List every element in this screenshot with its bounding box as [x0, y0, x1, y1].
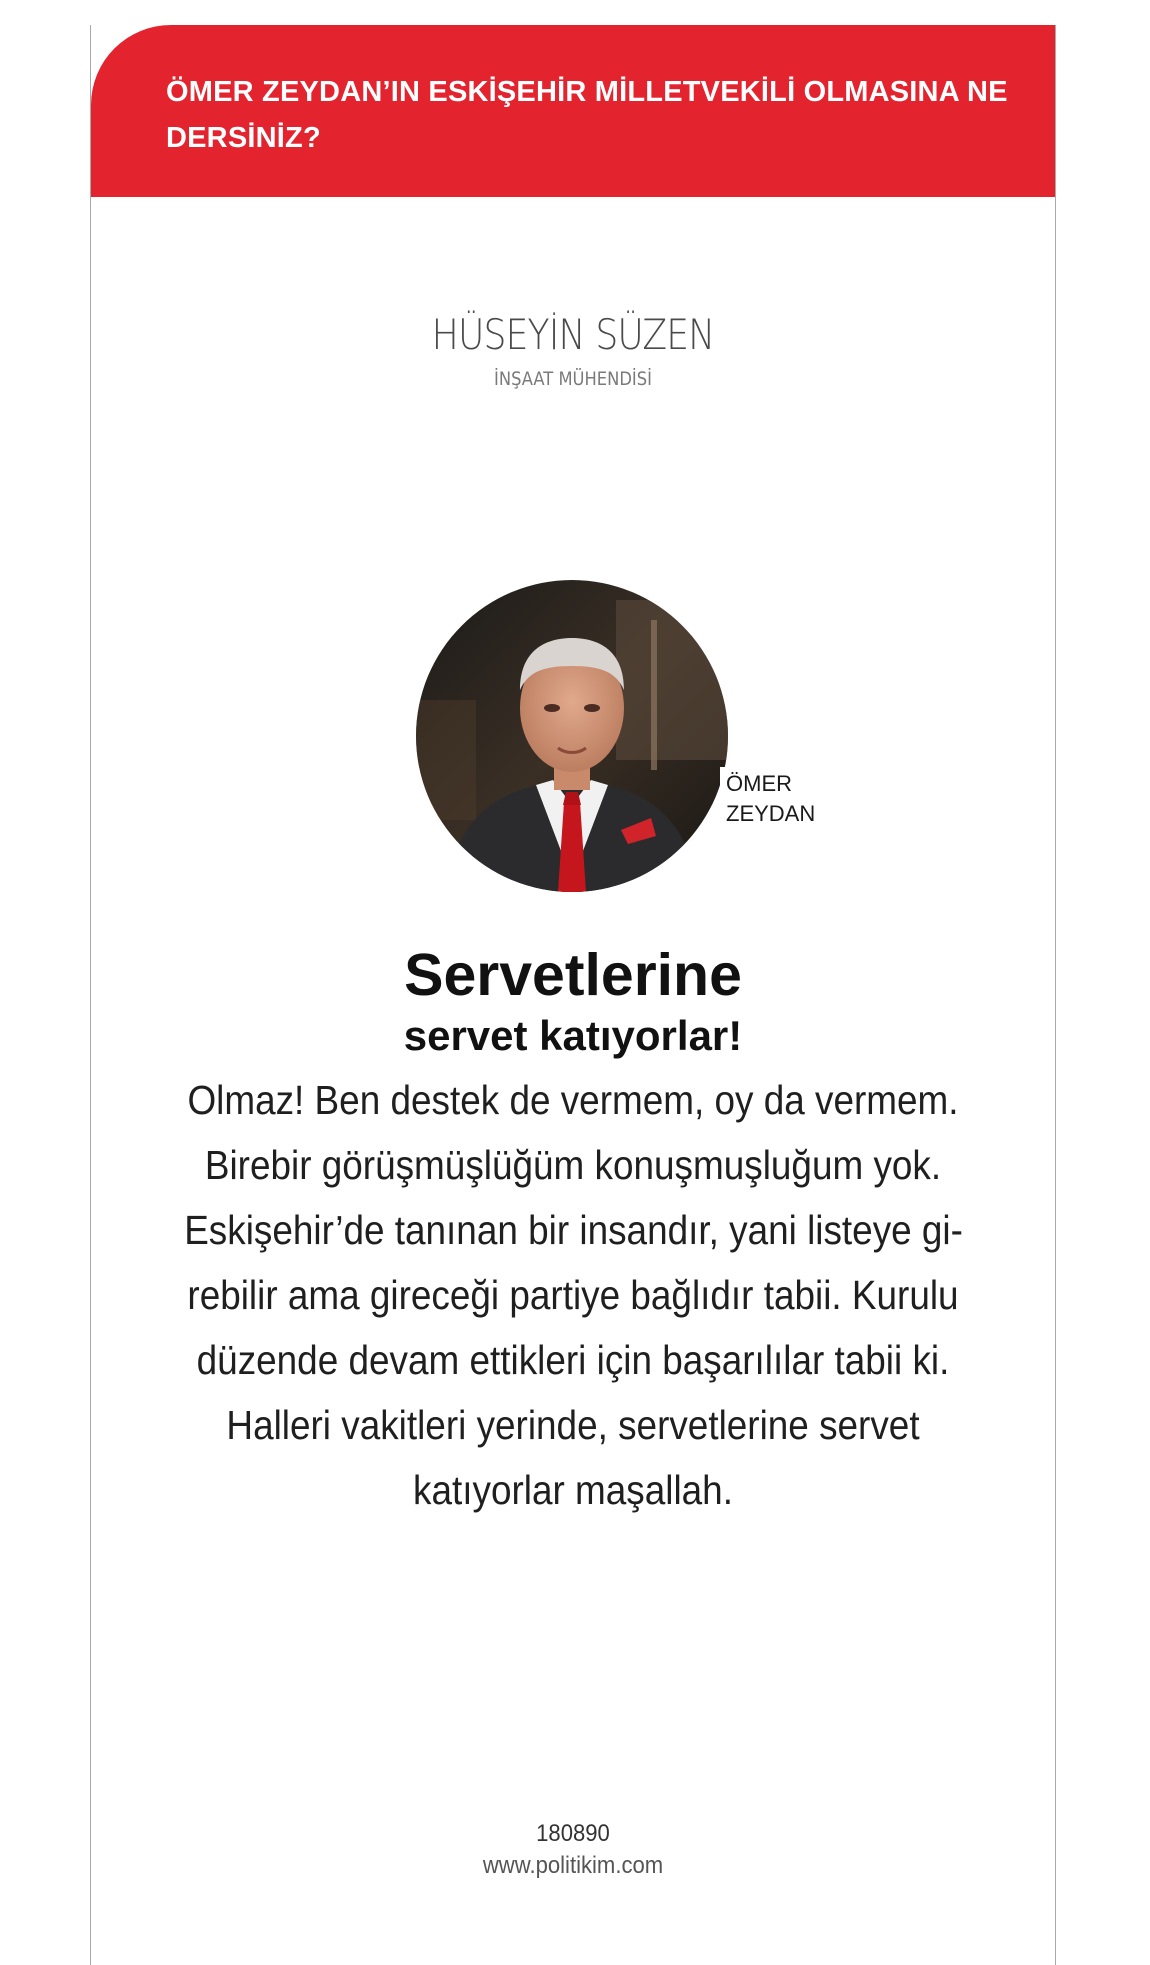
banner-title: ÖMER ZEYDAN’IN ESKİŞEHİR MİLLETVEKİLİ OLMASINA NE DERSİNİZ? — [166, 76, 1008, 154]
answer-line: Eskişehir’de tanınan bir insandır, yani listeye gi- — [184, 1207, 963, 1253]
portrait-photo-icon — [416, 580, 728, 892]
author-name: HÜSEYİN SÜZEN — [431, 310, 715, 359]
article-card — [90, 25, 1056, 1965]
headline: Servetlerine — [404, 942, 742, 1008]
subheadline: servet katıyorlar! — [403, 1012, 743, 1059]
author-role: İNŞAAT MÜHENDİSİ — [494, 368, 652, 390]
answer-text — [141, 1068, 1005, 1523]
answer-line: katıyorlar maşallah. — [413, 1467, 733, 1513]
answer-line: Halleri vakitleri yerinde, servetlerine servet — [226, 1402, 920, 1448]
answer-line: düzende devam ettikleri için başarılılar tabii ki. — [196, 1337, 950, 1383]
question-banner — [91, 25, 1055, 197]
answer-line: Birebir görüşmüşlüğüm konuşmuşluğum yok. — [204, 1142, 942, 1188]
photo-caption — [720, 767, 823, 831]
answer-line: Olmaz! Ben destek de vermem, oy da vermem. — [187, 1077, 959, 1123]
page-number: 180890 — [536, 1820, 610, 1847]
caption-last-name: ZEYDAN — [726, 801, 816, 826]
answer-line: rebilir ama gireceği partiye bağlıdır tabii. Kurulu — [187, 1272, 959, 1318]
caption-first-name: ÖMER — [726, 771, 792, 796]
subject-portrait-photo — [416, 580, 728, 892]
website-text: www.politikim.com — [482, 1852, 664, 1879]
